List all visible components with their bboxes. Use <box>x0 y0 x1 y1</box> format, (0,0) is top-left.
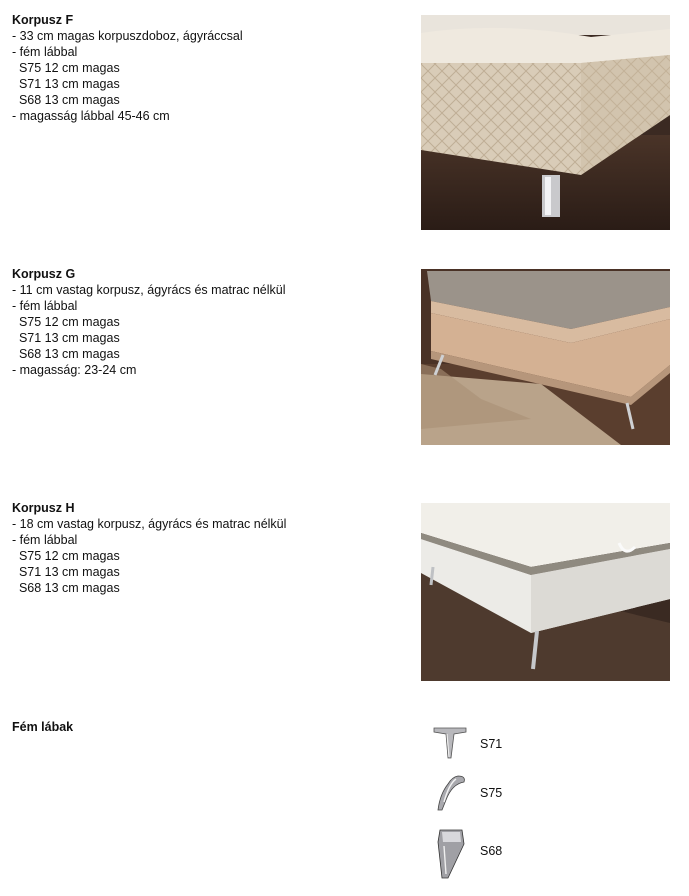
section-korpusz-g <box>12 266 402 378</box>
spec-line: S75 12 cm magas <box>12 315 120 329</box>
korpusz-g-photo <box>421 269 670 445</box>
spec-line: S71 13 cm magas <box>12 331 120 345</box>
spec-line: - fém lábbal <box>12 299 78 313</box>
spec-line: - magasság lábbal 45-46 cm <box>12 109 170 123</box>
spec-line: - 18 cm vastag korpusz, ágyrács és matrac nélkül <box>12 517 287 531</box>
leg-s75-icon <box>432 772 468 814</box>
korpusz-h-photo <box>421 503 670 681</box>
leg-code: S68 <box>480 844 503 858</box>
spec-line: - fém lábbal <box>12 533 78 547</box>
section-korpusz-h <box>12 500 402 596</box>
spec-line: S68 13 cm magas <box>12 347 120 361</box>
spec-line: - fém lábbal <box>12 45 78 59</box>
spec-line: S75 12 cm magas <box>12 549 120 563</box>
section-title: Korpusz G <box>12 267 76 281</box>
spec-line: S68 13 cm magas <box>12 93 120 107</box>
spec-line: S71 13 cm magas <box>12 77 120 91</box>
section-title: Korpusz F <box>12 13 74 27</box>
leg-s71-icon <box>432 724 468 762</box>
spec-line: - 11 cm vastag korpusz, ágyrács és matrac nélkül <box>12 283 286 297</box>
spec-line: S68 13 cm magas <box>12 581 120 595</box>
spec-line: - magasság: 23-24 cm <box>12 363 137 377</box>
leg-code: S71 <box>480 737 503 751</box>
leg-code: S75 <box>480 786 503 800</box>
spec-line: - 33 cm magas korpuszdoboz, ágyráccsal <box>12 29 243 43</box>
korpusz-f-photo <box>421 15 670 230</box>
section-korpusz-f <box>12 12 402 124</box>
feet-title: Fém lábak <box>12 720 74 734</box>
spec-line: S71 13 cm magas <box>12 565 120 579</box>
spec-line: S75 12 cm magas <box>12 61 120 75</box>
section-title: Korpusz H <box>12 501 75 515</box>
leg-s68-icon <box>434 826 468 880</box>
